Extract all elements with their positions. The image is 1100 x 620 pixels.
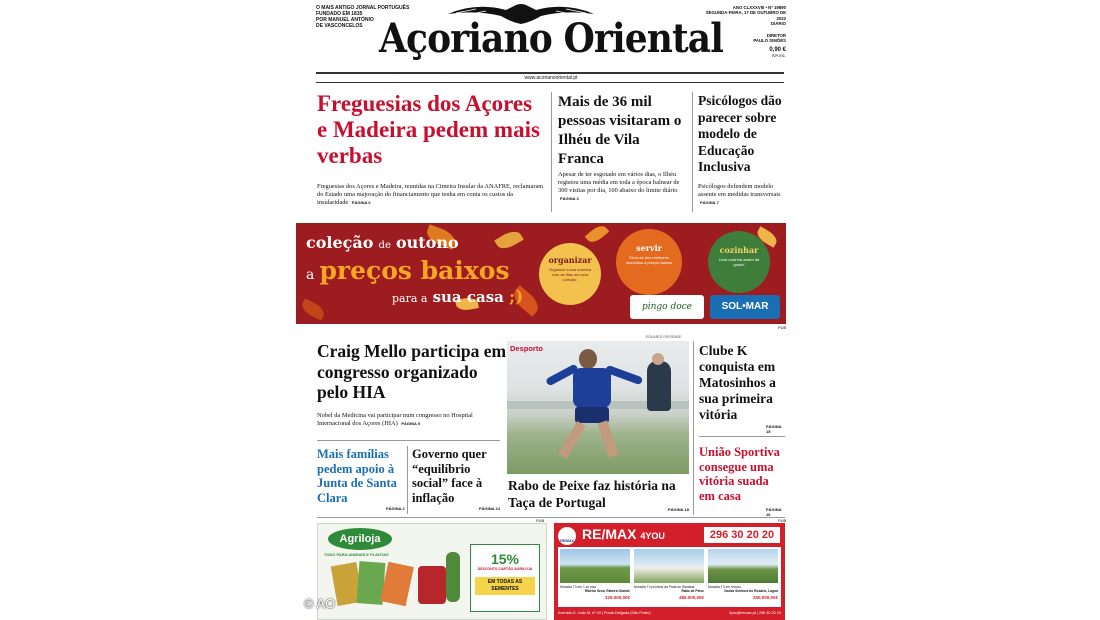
remax-listings [558, 547, 781, 607]
listing-place: Ribeira Seca, Ribeira Grande [584, 589, 630, 593]
circle-organizar [539, 243, 601, 305]
masthead-right [696, 5, 786, 58]
circle-text: Uma cozinha assim dá gosto! [718, 257, 760, 267]
remax-phone[interactable]: 296 30 20 20 [704, 527, 780, 543]
lead-body-text: Freguesias dos Açores e Madeira, reunidas na Cimeira Insular da ANAFRE, reclamaram do Estado uma majoração do financiamento que tenha em conta os custos da insularidade [317, 183, 544, 206]
story4-body-text: Nobel da Medicina vai participar num congresso no Hospital Internacional dos Açores (HIA) [317, 412, 473, 427]
leaf-decoration [585, 223, 610, 246]
listing-place: Rabo de Peixe [681, 589, 704, 593]
background-player [647, 361, 671, 411]
listing-photo [560, 549, 630, 583]
story8-headline[interactable]: Governo quer “equilíbrio social” face à inflação [412, 447, 487, 505]
player-shirt [573, 368, 611, 408]
story7-headline[interactable]: Mais famílias pedem apoio à Junta de Santa Clara [317, 447, 397, 505]
column-divider [551, 92, 552, 212]
photo-section-label: Desporto [510, 344, 543, 353]
story3-body [698, 183, 786, 207]
seed-packet [418, 566, 446, 604]
founded: FUNDADO EM 1835 [316, 11, 363, 17]
story5-headline[interactable]: Clube K conquista em Matosinhos a sua primeira vitória [699, 343, 776, 422]
sports-photo[interactable] [507, 341, 689, 474]
price: 0,90 € [769, 46, 786, 53]
remax-brand [582, 526, 665, 542]
issue-date: SEGUNDA-FEIRA, 17 DE OUTUBRO DE 2022 [705, 10, 786, 21]
story2-body [558, 171, 688, 203]
ad-agriloja[interactable] [317, 523, 547, 620]
banner-word: a [306, 267, 315, 283]
listing-desc: Moradia T4 próxima da Praia de Santana [634, 585, 695, 589]
listing-photo [634, 549, 704, 583]
agriloja-logo: Agriloja [328, 528, 392, 550]
masthead-title: Açoriano Oriental [379, 15, 723, 62]
player-head [579, 349, 597, 369]
director-name: PAULO SIMÕES [753, 38, 786, 44]
frequency: DIÁRIO [770, 20, 786, 26]
listing-1[interactable] [560, 585, 630, 600]
solmar-logo: SOL•MAR [710, 295, 780, 319]
banner-word: sua casa [432, 288, 504, 306]
agriloja-offer: EM TODAS AS SEMENTES [475, 577, 535, 595]
player-leg [598, 420, 619, 457]
remax-balloon-label: RE/MAX [560, 539, 574, 543]
section-divider [317, 440, 500, 441]
remax-contact[interactable]: 4you@remax.pt | 296 30 20 20 [728, 611, 781, 615]
player-leg [558, 421, 586, 459]
remax-address: Avenida D. João III, nº 43 | Ponta Delgada (São Pedro) [558, 611, 651, 615]
listing-place: Nossa Senhora do Rosário, Lagoa [724, 589, 778, 593]
banner-word: de [378, 240, 391, 251]
photo-page: PÁGINA 18 [668, 507, 689, 512]
photo-caption[interactable]: Rabo de Peixe faz história na Taça de Portugal [508, 478, 676, 510]
circle-text: Sirva-se dos melhores utensílios a preços baixos [625, 255, 673, 265]
listing-price: 325.000,00€ [604, 595, 630, 600]
banner-highlight: preços baixos [319, 256, 510, 285]
ad-banner-pingo-doce[interactable] [296, 223, 786, 324]
leaf-decoration [299, 299, 326, 321]
leaf-decoration [494, 227, 524, 252]
background-player-head [652, 353, 664, 365]
story3-page: PÁGINA 7 [700, 200, 719, 205]
circle-title: organizar [548, 255, 592, 265]
listing-desc: Moradia T3 em reboco [708, 585, 742, 589]
story5-page: PÁGINA 15 [766, 424, 782, 434]
seed-packet [380, 562, 414, 607]
column-divider [692, 92, 693, 212]
listing-photo [708, 549, 778, 583]
story4-headline[interactable]: Craig Mello participa em congresso organizado pelo HIA [317, 341, 507, 402]
banner-line-3 [392, 287, 523, 307]
founder-line-1: POR MANUEL ANTÓNIO [316, 17, 374, 23]
listing-price: 250.000,00€ [752, 595, 778, 600]
banner-line-2 [306, 256, 510, 285]
story2-page: PÁGINA 3 [560, 196, 579, 201]
banner-word: para a [392, 292, 428, 305]
circle-title: cozinhar [719, 245, 759, 255]
circle-servir [616, 229, 682, 295]
ad-remax[interactable] [554, 523, 785, 620]
pingo-doce-logo: pingo doce [630, 295, 704, 319]
agriloja-discount: 15% [490, 551, 520, 567]
seed-packet [446, 552, 460, 602]
story7-page: PÁGINA 2 [386, 506, 405, 511]
masthead-rule-bottom [316, 82, 784, 83]
website[interactable]: www.acorianooriental.pt [524, 75, 578, 81]
founder-line-2: DE VASCONCELOS [316, 23, 363, 29]
masthead-rule [316, 72, 784, 74]
lead-page: PÁGINA 6 [351, 200, 371, 205]
tagline: O MAIS ANTIGO JORNAL PORTUGUÊS [316, 5, 410, 11]
listing-3[interactable] [708, 585, 778, 600]
story6-page: PÁGINA 16 [766, 507, 782, 517]
remax-brand-name: RE/MAX [582, 526, 637, 542]
story3-body-text: Psicólogos defendem modelo assente em medidas transversais [698, 183, 781, 198]
circle-title: servir [636, 243, 662, 253]
story2-headline[interactable]: Mais de 36 mil pessoas visitaram o Ilhéu de Vila Franca [558, 94, 682, 167]
section-divider [699, 436, 785, 437]
story2-body-text: Apesar de ter esgotado em vários dias, o Ilhéu registou uma média em toda a época balnear de 300 visitas por dia, 100 abaixo do limite diário [558, 171, 680, 194]
story4-body [317, 412, 492, 428]
circle-cozinhar [708, 231, 770, 293]
bottom-rule [317, 517, 785, 518]
agriloja-discount-note: DESCONTO CARTÃO AGRILOJA [477, 567, 533, 571]
newspaper-front-page [296, 0, 786, 620]
pub-label: PUB [778, 325, 787, 330]
agriloja-offer-box [470, 544, 540, 612]
price-note: IVA inc. [771, 53, 786, 59]
agriloja-subtitle: TUDO PARA ANIMAIS E PLANTAS [324, 552, 389, 557]
copyright-watermark: © AO [304, 596, 336, 611]
issue-number: ANO CLXXXVIII • Nº 19890 [732, 5, 786, 10]
circle-text: Organize a sua cozinha com as fitas da nova coleção. [548, 267, 592, 282]
remax-brand-suffix: 4YOU [640, 531, 665, 541]
pub-label: PUB [778, 518, 787, 523]
listing-price: 485.000,00€ [678, 595, 704, 600]
listing-2[interactable] [634, 585, 704, 600]
story6-headline[interactable]: União Sportiva consegue uma vitória suada em casa [699, 445, 780, 503]
pub-label: PUB [536, 518, 545, 523]
lead-headline[interactable]: Freguesias dos Açores e Madeira pedem mais verbas [317, 91, 540, 168]
banner-word: outono [395, 233, 459, 252]
story3-headline[interactable]: Psicólogos dão parecer sobre modelo de Educação Inclusiva [698, 93, 782, 174]
column-divider [693, 341, 694, 515]
photo-credit: EDUARDO RESENDE [646, 335, 682, 339]
banner-line-1 [306, 233, 459, 252]
banner-word: coleção [306, 233, 374, 252]
director-label: DIRETOR [766, 33, 786, 39]
story8-page: PÁGINA 24 [479, 506, 500, 511]
listing-desc: Moradia T3 em 1 só piso [560, 585, 597, 589]
lead-body [317, 183, 545, 207]
column-divider [407, 446, 408, 514]
remax-balloon-icon [558, 527, 576, 545]
story4-page: PÁGINA 5 [401, 421, 421, 426]
banner-smiley: ;) [508, 287, 524, 307]
